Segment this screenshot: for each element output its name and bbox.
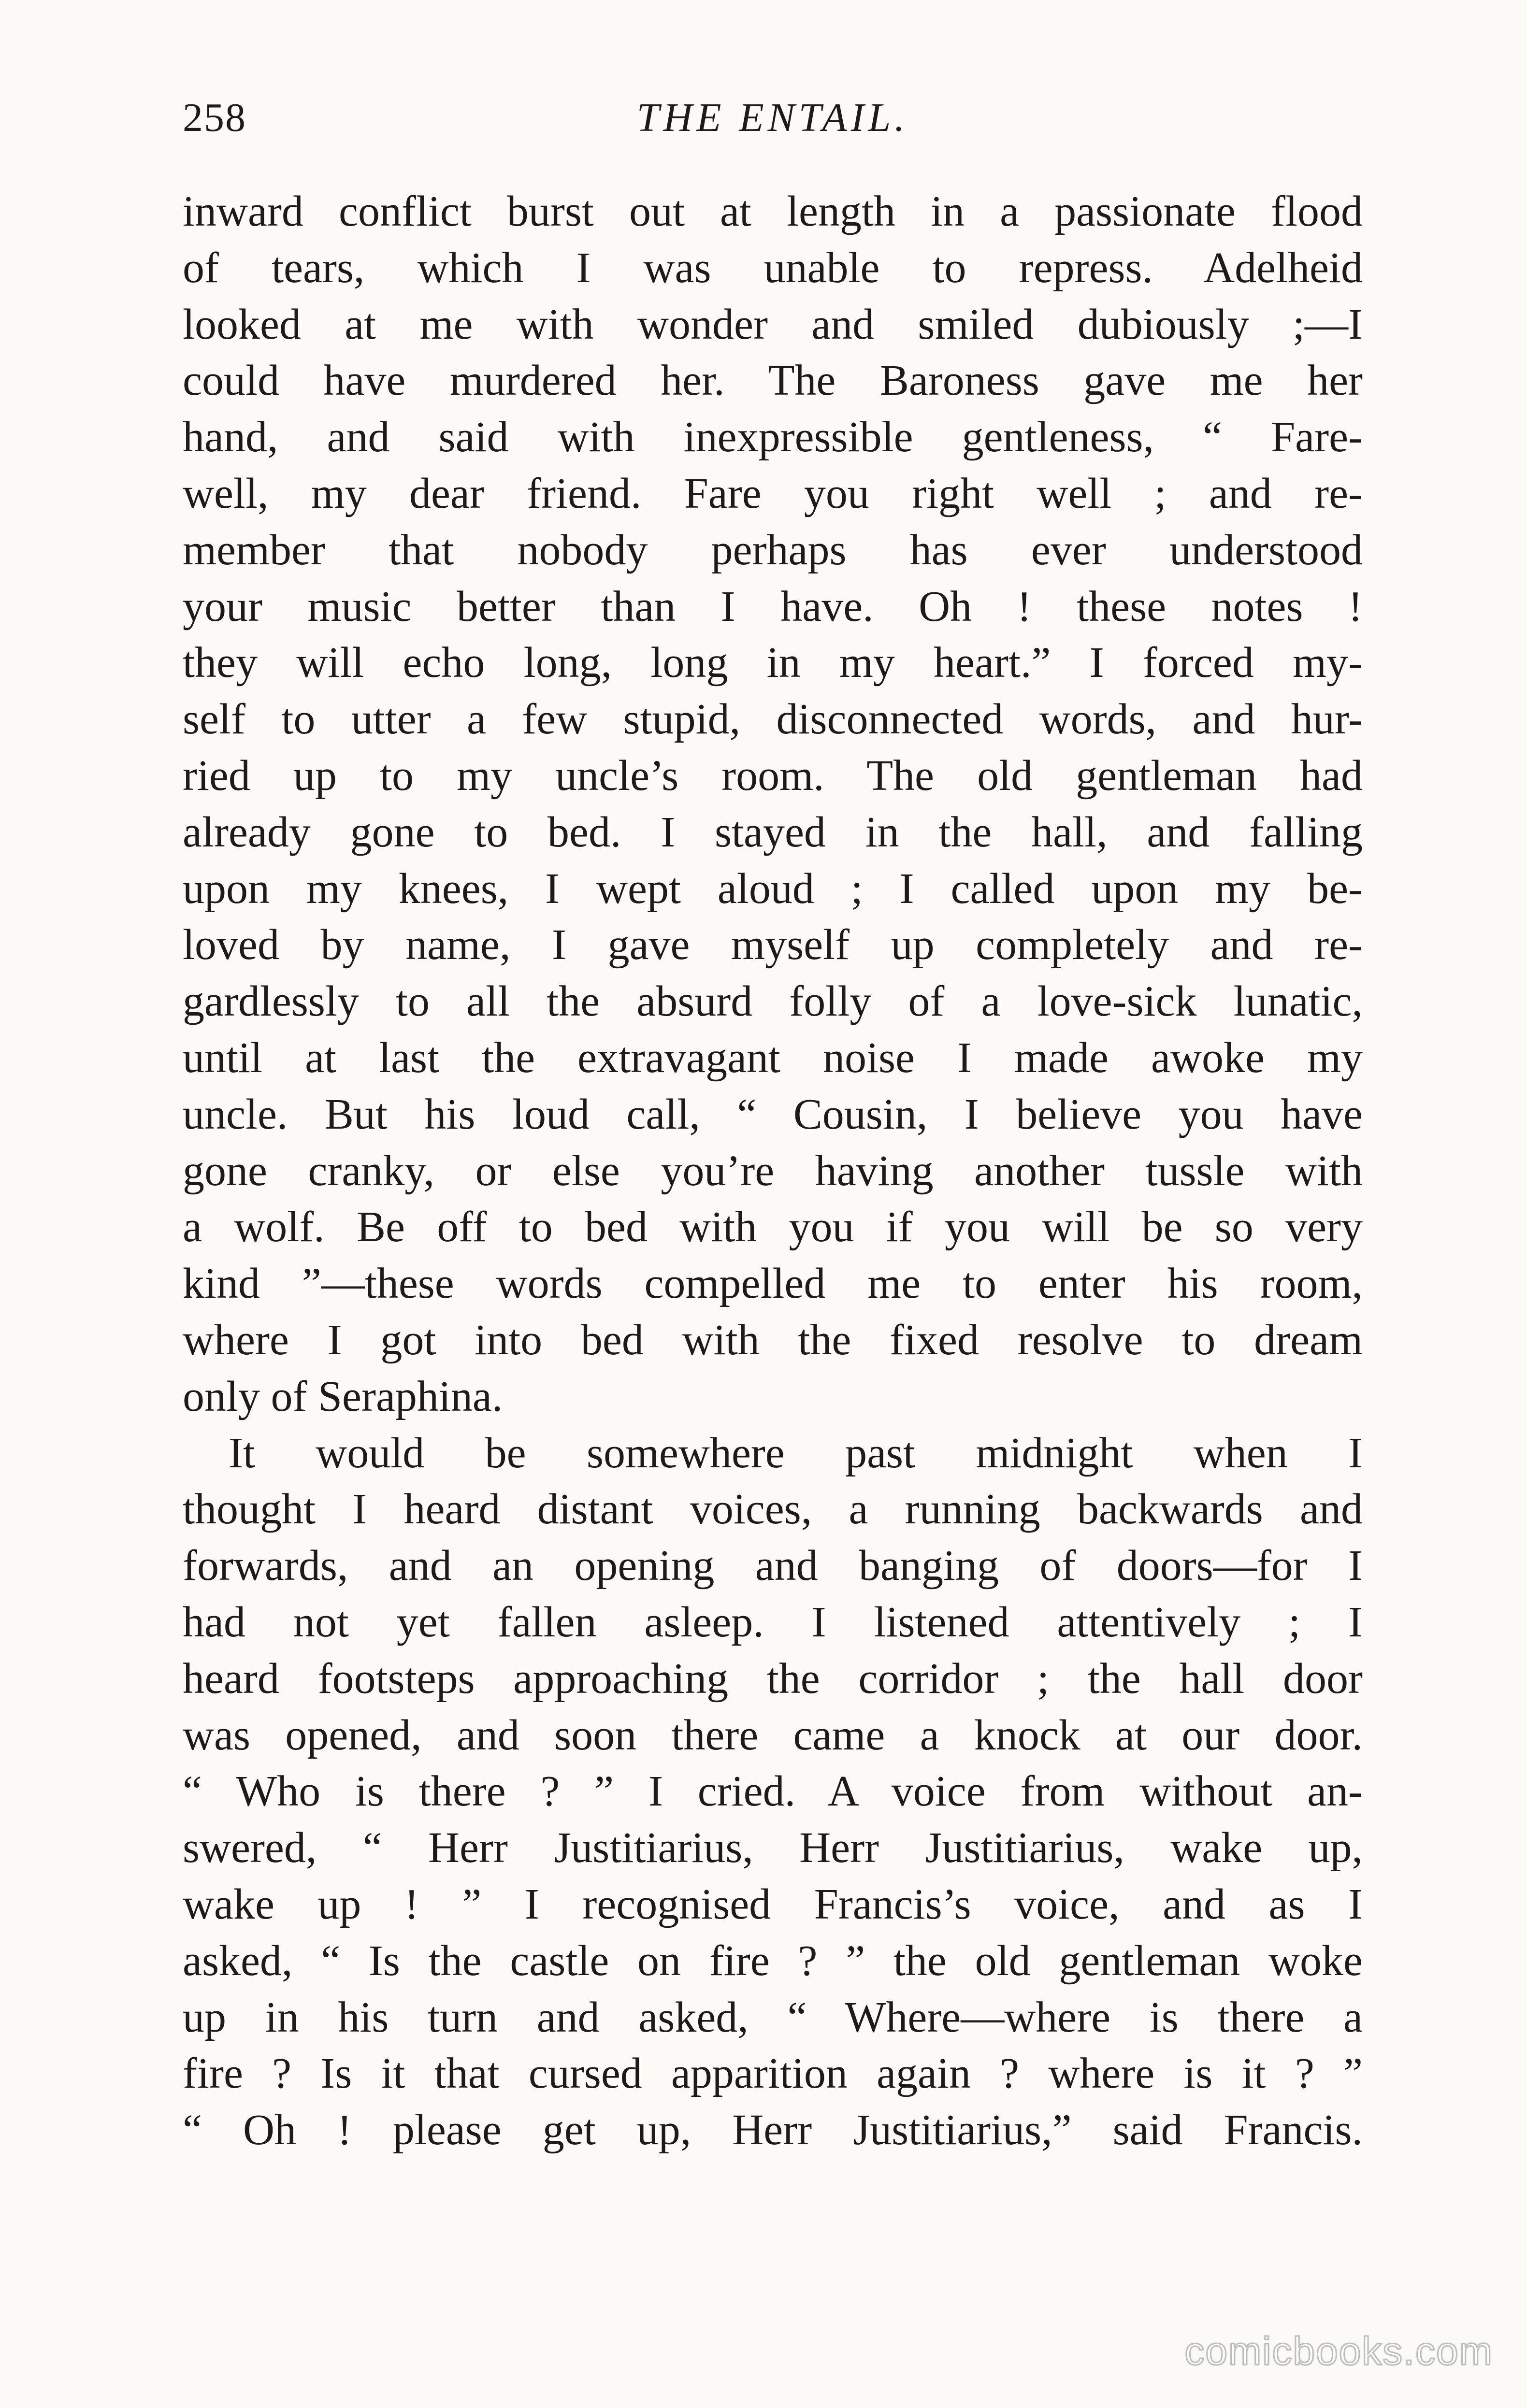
text-line: thought I heard distant voices, a running backwards and (183, 1485, 1363, 1534)
running-title: THE ENTAIL. (636, 95, 909, 140)
text-line: of tears, which I was unable to repress. Adelheid (183, 244, 1363, 292)
text-line: well, my dear friend. Fare you right well ; and re- (183, 469, 1363, 517)
text-line: swered, “ Herr Justitiarius, Herr Justitiarius, wake up, (183, 1824, 1363, 1872)
text-line: forwards, and an opening and banging of doors—for I (183, 1542, 1363, 1590)
text-line: was opened, and soon there came a knock at our door. (183, 1711, 1363, 1759)
text-line: a wolf. Be off to bed with you if you will be so very (183, 1203, 1363, 1251)
text-line: had not yet fallen asleep. I listened attentively ; I (183, 1598, 1363, 1646)
text-line: looked at me with wonder and smiled dubiously ;—I (183, 300, 1363, 348)
watermark: comicbooks.com (1184, 2329, 1493, 2373)
body-text (183, 184, 1363, 2159)
text-line: kind ”—these words compelled me to enter his room, (183, 1260, 1363, 1308)
text-line: they will echo long, long in my heart.” I forced my- (183, 639, 1363, 687)
text-line: your music better than I have. Oh ! these notes ! (183, 582, 1363, 631)
paragraph-start-line: It would be somewhere past midnight when I (229, 1429, 1363, 1477)
text-line: up in his turn and asked, “ Where—where is there a (183, 1993, 1363, 2041)
text-line: fire ? Is it that cursed apparition again ? where is it ? ” (183, 2050, 1363, 2098)
text-line: “ Who is there ? ” I cried. A voice from without an- (183, 1767, 1363, 1816)
text-line: self to utter a few stupid, disconnected words, and hur- (183, 695, 1363, 744)
text-line: hand, and said with inexpressible gentleness, “ Fare- (183, 413, 1363, 461)
text-line: gardlessly to all the absurd folly of a love-sick lunatic, (183, 977, 1363, 1026)
text-line: ried up to my uncle’s room. The old gentleman had (183, 751, 1363, 800)
text-line: could have murdered her. The Baroness gave me her (183, 357, 1363, 405)
text-line: until at last the extravagant noise I made awoke my (183, 1033, 1363, 1082)
paragraph-end-line: only of Seraphina. (183, 1372, 503, 1420)
text-line: wake up ! ” I recognised Francis’s voice, and as I (183, 1880, 1363, 1928)
text-line: asked, “ Is the castle on fire ? ” the old gentleman woke (183, 1936, 1363, 1985)
page-number: 258 (183, 95, 246, 140)
text-line: heard footsteps approaching the corridor ; the hall door (183, 1654, 1363, 1703)
text-line: “ Oh ! please get up, Herr Justitiarius,” said Francis. (183, 2106, 1363, 2154)
text-line: upon my knees, I wept aloud ; I called upon my be- (183, 864, 1363, 913)
text-line: loved by name, I gave myself up completely and re- (183, 921, 1363, 969)
text-line: already gone to bed. I stayed in the hall, and falling (183, 808, 1363, 856)
text-line: uncle. But his loud call, “ Cousin, I believe you have (183, 1090, 1363, 1138)
text-line: gone cranky, or else you’re having another tussle with (183, 1147, 1363, 1195)
text-line: member that nobody perhaps has ever understood (183, 526, 1363, 574)
text-line: where I got into bed with the fixed resolve to dream (183, 1316, 1363, 1364)
running-header (183, 94, 1363, 152)
text-line: inward conflict burst out at length in a passionate flood (183, 187, 1363, 235)
